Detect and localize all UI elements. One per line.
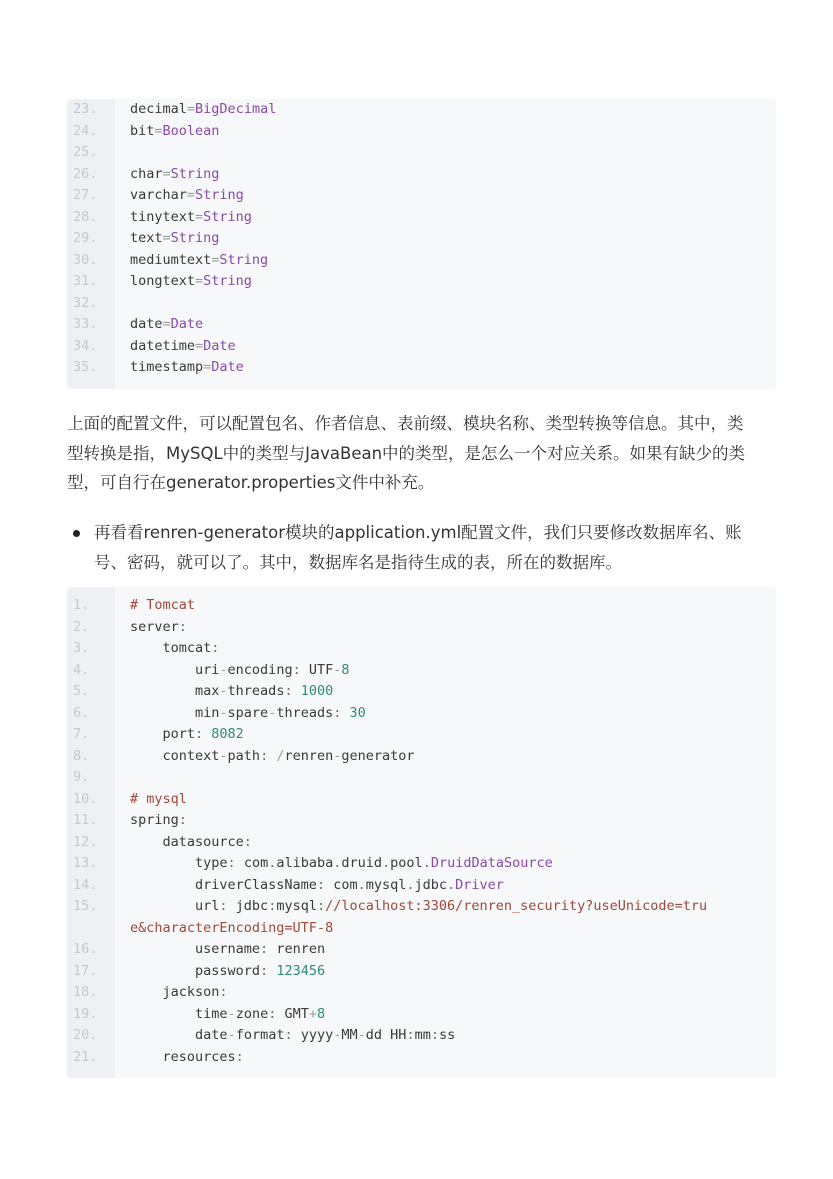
code-line	[67, 617, 776, 639]
code-token: -	[219, 683, 228, 699]
bullet-line: 再看看renren-generator模块的application.yml配置文件，我们只要修改数据库名、账	[94, 523, 742, 542]
code-line	[67, 982, 776, 1004]
code-token: :	[316, 898, 326, 914]
code-token: UTF	[308, 661, 334, 678]
code-token: threads	[227, 683, 285, 699]
code-token: :	[284, 683, 301, 699]
code-token: mysql	[276, 898, 317, 914]
code-key: text	[130, 230, 163, 246]
line-number: 27.	[73, 187, 98, 203]
code-line	[67, 336, 776, 358]
line-number: 20.	[73, 1027, 98, 1043]
code-line	[67, 660, 776, 682]
code-text	[130, 617, 187, 639]
code-token: date	[130, 1027, 228, 1043]
code-token: 8	[341, 661, 350, 678]
code-line	[67, 681, 776, 703]
code-line	[67, 293, 776, 315]
code-token: .	[406, 876, 415, 893]
code-text	[130, 638, 219, 660]
code-line	[67, 314, 776, 336]
code-text	[130, 896, 707, 918]
code-token: -	[357, 1027, 366, 1043]
line-number: 30.	[73, 251, 98, 268]
paragraph-type-conversion	[67, 409, 775, 498]
code-line	[67, 918, 776, 940]
code-token: :	[333, 704, 350, 721]
code-token: -	[268, 704, 277, 721]
code-line	[67, 789, 776, 811]
code-value: Date	[211, 359, 244, 375]
code-token: 8082	[211, 726, 244, 742]
code-operator: =	[203, 359, 212, 375]
code-token: -	[333, 661, 342, 678]
code-token: 1000	[300, 683, 334, 699]
code-value: String	[203, 208, 252, 225]
code-token: jdbc	[235, 898, 269, 914]
code-text	[130, 703, 366, 725]
code-operator: =	[162, 165, 171, 182]
code-token: .	[422, 855, 431, 871]
line-number: 31.	[73, 273, 98, 289]
code-operator: =	[186, 101, 196, 117]
code-token: password	[130, 962, 261, 979]
code-key: decimal	[130, 101, 187, 117]
code-line	[67, 896, 776, 918]
code-text	[130, 228, 219, 250]
line-number: 3.	[73, 640, 90, 656]
code-token: druid	[341, 855, 383, 871]
code-token: context	[130, 747, 220, 764]
code-operator: =	[162, 316, 171, 332]
code-token: .	[382, 855, 391, 871]
line-number: 1.	[73, 597, 90, 613]
code-token: -	[219, 704, 228, 721]
code-text	[130, 595, 195, 617]
code-text	[130, 1004, 325, 1026]
code-token: -	[333, 747, 342, 764]
code-token: yyyy	[300, 1027, 334, 1043]
code-token: -	[227, 1005, 236, 1022]
bullet-line: 号、密码，就可以了。其中，数据库名是指待生成的表，所在的数据库。	[94, 552, 622, 572]
code-text	[130, 271, 252, 293]
code-line	[67, 1004, 776, 1026]
code-token: -	[219, 747, 228, 764]
code-token: com	[243, 855, 269, 871]
code-token: :	[227, 855, 244, 871]
code-key: bit	[130, 122, 155, 139]
code-token: renren	[276, 941, 326, 957]
code-token: 8	[317, 1005, 326, 1022]
code-token: .	[447, 876, 456, 893]
code-lines	[67, 99, 776, 379]
line-number: 13.	[73, 855, 98, 871]
line-number: 19.	[73, 1005, 98, 1022]
code-key: date	[130, 316, 163, 332]
code-operator: =	[162, 230, 171, 246]
code-token: :	[219, 984, 228, 1000]
code-block-type-mapping	[67, 99, 776, 389]
code-line	[67, 703, 776, 725]
code-token: :	[268, 898, 277, 914]
code-token: :	[316, 876, 334, 893]
code-token: .	[357, 876, 366, 893]
code-text	[130, 681, 333, 703]
code-text	[130, 99, 276, 121]
line-number: 33.	[73, 316, 98, 332]
code-token: max	[130, 683, 220, 699]
code-token: -	[219, 661, 228, 678]
code-token: :	[260, 962, 277, 979]
line-number: 26.	[73, 165, 98, 182]
line-number: 4.	[73, 661, 90, 678]
code-line	[67, 595, 776, 617]
code-token: :	[219, 898, 236, 914]
code-token: pool	[390, 855, 423, 871]
code-line	[67, 207, 776, 229]
code-token: MM	[341, 1027, 358, 1043]
code-token: /	[276, 747, 285, 764]
code-token: type	[130, 855, 228, 871]
code-line	[67, 250, 776, 272]
code-line	[67, 99, 776, 121]
code-token: .	[333, 855, 342, 871]
code-text	[130, 918, 333, 940]
code-line	[67, 746, 776, 768]
line-number: 21.	[73, 1048, 98, 1065]
code-line	[67, 142, 776, 164]
code-text	[130, 1025, 455, 1047]
code-value: String	[219, 251, 269, 268]
line-number: 10.	[73, 790, 98, 807]
code-text	[130, 810, 187, 832]
code-line	[67, 1047, 776, 1069]
code-token: time	[130, 1005, 228, 1022]
code-line	[67, 271, 776, 293]
paragraph-line: 型，可自行在generator.properties文件中补充。	[67, 473, 435, 492]
code-line	[67, 724, 776, 746]
code-text	[130, 961, 325, 983]
code-line	[67, 164, 776, 186]
line-number: 9.	[73, 769, 90, 785]
code-text	[130, 853, 553, 875]
code-token: # mysql	[130, 790, 187, 807]
code-token: .	[268, 855, 277, 871]
code-value: String	[170, 230, 220, 246]
code-text	[130, 164, 219, 186]
line-number: 34.	[73, 337, 98, 354]
code-value: String	[170, 165, 220, 182]
line-number: 5.	[73, 683, 90, 699]
code-token: driverClassName	[130, 876, 317, 893]
code-token: min	[130, 704, 220, 721]
code-value: String	[203, 273, 252, 289]
code-text	[130, 314, 203, 336]
code-key: timestamp	[130, 359, 204, 375]
paragraph-line: 型转换是指，MySQL中的类型与JavaBean中的类型，是怎么一个对应关系。如果有缺少的类	[67, 443, 746, 463]
code-text	[130, 789, 187, 811]
code-token: :	[235, 1048, 244, 1065]
code-token: :	[268, 1005, 285, 1022]
code-token: DruidDataSource	[430, 855, 553, 871]
line-number: 29.	[73, 230, 98, 246]
paragraph-line: 上面的配置文件，可以配置包名、作者信息、表前缀、模块名称、类型转换等信息。其中，类	[67, 414, 744, 433]
code-operator: =	[186, 187, 196, 203]
line-number: 16.	[73, 941, 98, 957]
code-token: jdbc	[414, 876, 448, 893]
code-key: mediumtext	[130, 251, 212, 268]
code-line	[67, 853, 776, 875]
code-token: :	[260, 941, 277, 957]
code-token: jackson	[130, 984, 220, 1000]
code-text	[130, 185, 244, 207]
code-token: tomcat	[130, 640, 212, 656]
code-operator: =	[195, 208, 204, 225]
line-number: 17.	[73, 962, 98, 979]
code-token: :	[292, 661, 309, 678]
code-token: port	[130, 726, 196, 742]
code-token: threads	[276, 704, 334, 721]
code-token: url	[130, 898, 220, 914]
code-token: :	[430, 1027, 439, 1043]
code-text	[130, 250, 268, 272]
bullet-dot-icon	[73, 530, 80, 537]
line-number: 28.	[73, 208, 98, 225]
line-number: 6.	[73, 704, 90, 721]
code-value: Boolean	[162, 122, 220, 139]
code-token: datasource	[130, 833, 244, 850]
code-token: 30	[349, 704, 366, 721]
code-line	[67, 638, 776, 660]
code-token: resources	[130, 1048, 236, 1065]
code-token: renren	[284, 747, 334, 764]
code-line	[67, 875, 776, 897]
code-token: :	[243, 833, 252, 850]
line-number: 14.	[73, 876, 98, 893]
code-token: spring	[130, 812, 179, 828]
line-number: 8.	[73, 747, 90, 764]
code-operator: =	[195, 273, 204, 289]
code-token: :	[284, 1027, 301, 1043]
line-number: 25.	[73, 144, 98, 160]
code-text	[130, 207, 252, 229]
code-token: alibaba	[276, 855, 334, 871]
code-token: # Tomcat	[130, 597, 196, 613]
code-token: ss	[438, 1027, 456, 1043]
code-token: format	[235, 1027, 285, 1043]
code-text	[130, 357, 244, 379]
code-text	[130, 939, 325, 961]
code-token: generator	[341, 747, 415, 764]
code-token: //localhost:3306/renren_security?useUnicode=tru	[325, 898, 708, 914]
code-key: datetime	[130, 337, 196, 354]
code-token: :	[178, 618, 187, 635]
code-line	[67, 1025, 776, 1047]
code-line	[67, 357, 776, 379]
code-operator: =	[195, 337, 204, 354]
code-block-application-yml	[67, 587, 776, 1078]
line-number: 15.	[73, 898, 98, 914]
line-number: 2.	[73, 618, 90, 635]
code-value: BigDecimal	[195, 101, 277, 117]
code-line	[67, 767, 776, 789]
code-value: String	[195, 187, 244, 203]
code-text	[130, 982, 228, 1004]
bullet-item-application-yml	[94, 518, 774, 577]
code-text	[130, 832, 252, 854]
code-token: GMT	[284, 1005, 309, 1022]
code-key: varchar	[130, 187, 187, 203]
code-operator: =	[154, 122, 163, 139]
line-number: 23.	[73, 101, 98, 117]
code-line	[67, 832, 776, 854]
code-token: path	[227, 747, 261, 764]
code-token: spare	[227, 704, 269, 721]
code-token: +	[308, 1005, 317, 1022]
code-token: Driver	[455, 876, 504, 893]
line-number: 35.	[73, 359, 98, 375]
code-text	[130, 121, 219, 143]
code-line	[67, 121, 776, 143]
code-token: com	[333, 876, 358, 893]
code-token: 123456	[276, 962, 326, 979]
code-key: tinytext	[130, 208, 196, 225]
line-number: 18.	[73, 984, 98, 1000]
code-line	[67, 961, 776, 983]
code-token: :	[260, 747, 277, 764]
code-token: dd HH	[365, 1027, 407, 1043]
code-token: uri	[130, 661, 220, 678]
code-lines	[67, 595, 776, 1068]
code-token: :	[211, 640, 220, 656]
code-token: zone	[235, 1005, 269, 1022]
code-value: Date	[203, 337, 236, 354]
code-line	[67, 185, 776, 207]
code-value: Date	[170, 316, 204, 332]
line-number: 24.	[73, 122, 98, 139]
code-text	[130, 746, 415, 768]
code-token: :	[406, 1027, 415, 1043]
code-token: username	[130, 941, 261, 957]
code-token: mm	[414, 1027, 431, 1043]
code-text	[130, 1047, 244, 1069]
code-token: server	[130, 618, 179, 635]
code-token: encoding	[227, 661, 293, 678]
line-number: 32.	[73, 294, 98, 311]
code-token: :	[178, 812, 187, 828]
code-token: -	[227, 1027, 236, 1043]
code-operator: =	[211, 251, 220, 268]
code-token: -	[333, 1027, 342, 1043]
line-number: 11.	[73, 812, 98, 828]
code-token: :	[195, 726, 212, 742]
line-number: 7.	[73, 726, 90, 742]
code-line	[67, 810, 776, 832]
line-number: 12.	[73, 833, 98, 850]
code-token: mysql	[365, 876, 407, 893]
code-text	[130, 660, 350, 682]
code-text	[130, 724, 244, 746]
code-text	[130, 875, 504, 897]
code-token: e&characterEncoding=UTF-8	[130, 919, 334, 936]
code-key: longtext	[130, 273, 196, 289]
code-line	[67, 228, 776, 250]
code-text	[130, 336, 236, 358]
code-line	[67, 939, 776, 961]
code-key: char	[130, 165, 163, 182]
